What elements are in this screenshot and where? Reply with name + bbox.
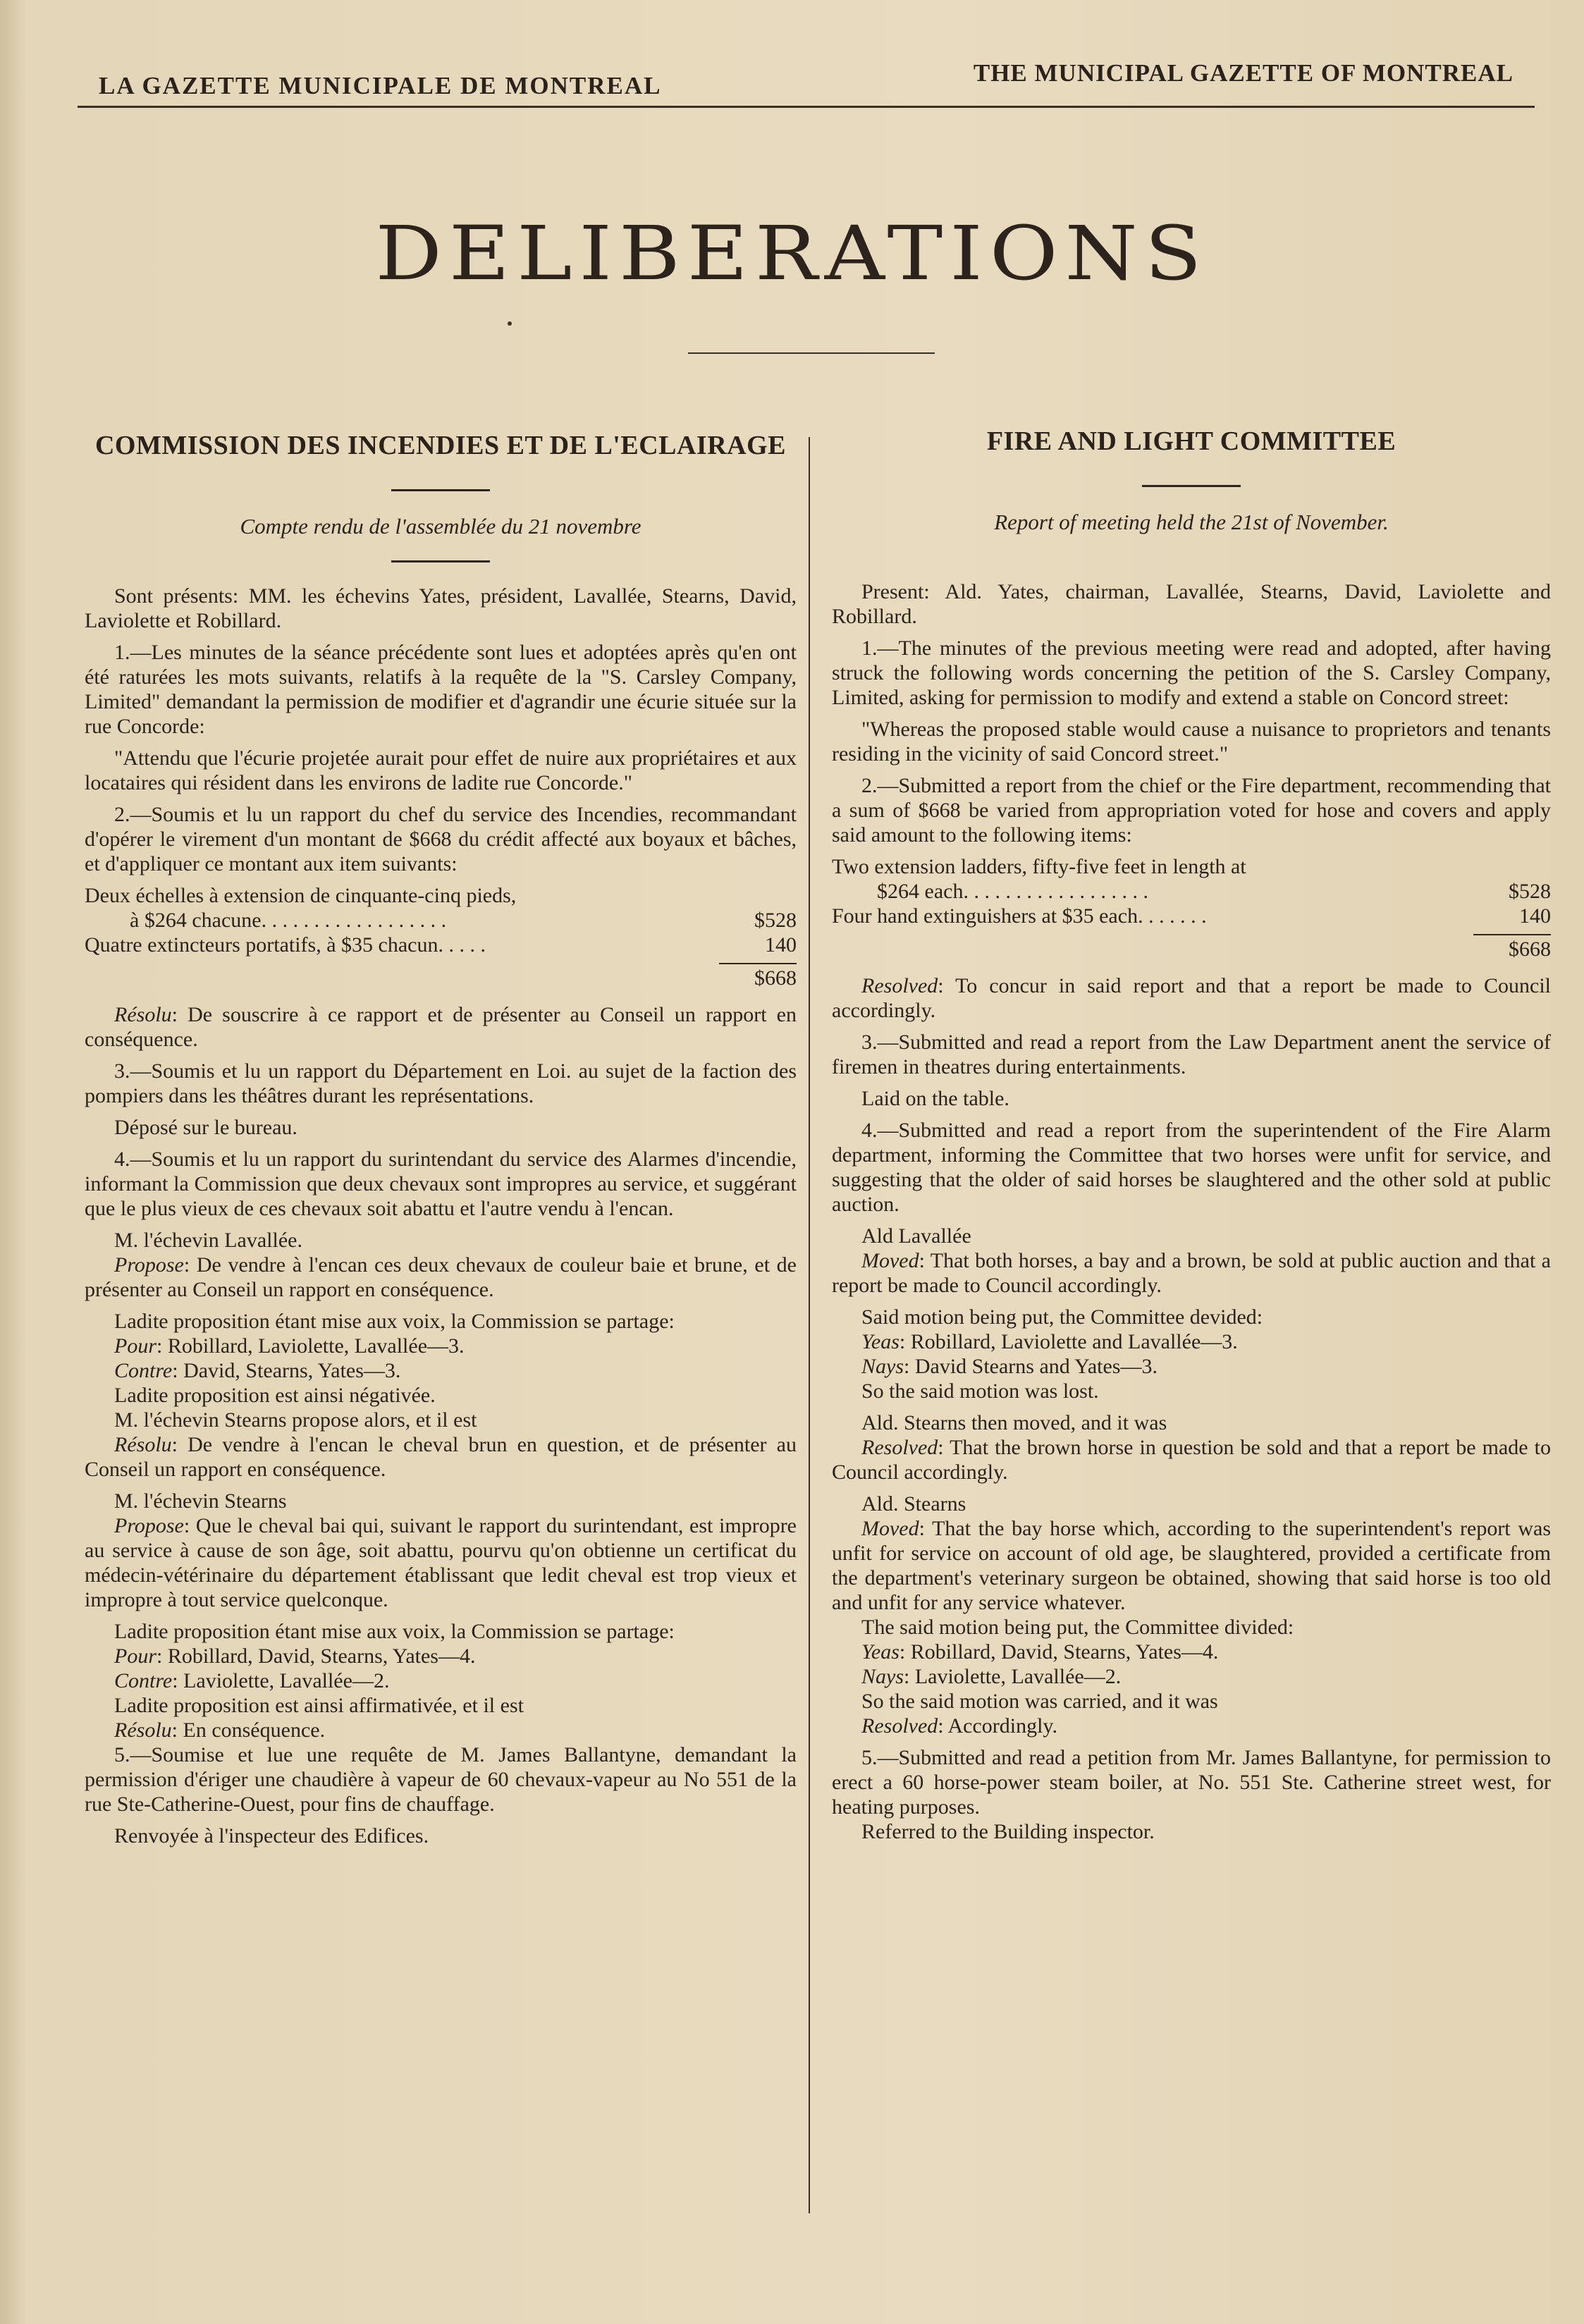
paragraph-text: : Que le cheval bai qui, suivant le rapport du surintendant, est impropre au service à cause de son âge, soit abattu, pourvu qu'on obtienne un certificat du médecin-vétérinaire du département établissant que ledit cheval est trop vieux et impropre à tout service quelconque. [85,1514,797,1611]
total-amount: $668 [1509,937,1551,961]
moved-label: Moved [861,1249,919,1272]
header-english-title: THE MUNICIPAL GAZETTE OF MONTREAL [973,59,1514,87]
paragraph: Renvoyée à l'inspecteur des Edifices. [114,1824,429,1847]
resolved-label: Resolved [861,974,938,997]
french-column [85,430,797,1848]
item-row [85,933,797,957]
paragraph-text: : Laviolette, Lavallée—2. [904,1665,1122,1688]
english-subtitle: Report of meeting held the 21st of November. [994,510,1389,534]
item-amount: $528 [754,909,797,932]
paragraph: M. l'échevin Stearns propose alors, et il est [114,1408,477,1432]
item-label: à $264 chacune. . . . . . . . . . . . . . . . . . [130,909,447,932]
title-rule [688,352,935,354]
paragraph [85,1718,797,1742]
column-divider [809,437,810,2213]
paragraph [832,973,1551,1023]
resolu-label: Résolu [114,1719,172,1742]
paragraph: Ald Lavallée [861,1224,971,1248]
section-rule [391,560,490,562]
paragraph: So the said motion was carried, and it was [861,1690,1218,1713]
english-column [832,426,1551,1844]
pour-label: Pour [114,1334,156,1358]
paragraph [832,1329,1551,1354]
paragraph-text: : De vendre à l'encan le cheval brun en question, et de présenter au Conseil un rapport en conséquence. [85,1433,797,1481]
yeas-label: Yeas [861,1640,900,1664]
paragraph: Ladite proposition étant mise aux voix, la Commission se partage: [114,1620,675,1643]
nays-label: Nays [861,1355,904,1378]
propose-label: Propose [114,1253,184,1277]
paragraph-text: : Robillard, Laviolette and Lavallée—3. [899,1330,1238,1353]
paragraph: Laid on the table. [861,1087,1009,1110]
paragraph-text: : That both horses, a bay and a brown, be sold at public auction and that a report be made to Council accordingly. [832,1249,1551,1297]
items-list [85,883,797,992]
paragraph-text: : Robillard, David, Stearns, Yates—4. [899,1640,1219,1664]
pour-label: Pour [114,1644,156,1668]
paragraph: Ladite proposition est ainsi affirmativée, et il est [114,1694,524,1717]
paragraph: M. l'échevin Lavallée. [114,1229,302,1252]
paragraph-text: : En conséquence. [171,1719,326,1742]
paragraph: 2.—Submitted a report from the chief or the Fire department, recommending that a sum of $668 be varied from appropriation voted for hose and covers and apply said amount to the following items: [832,774,1551,847]
page-title: DELIBERATIONS [375,209,1209,297]
paragraph [85,1513,797,1612]
english-section-title: FIRE AND LIGHT COMMITTEE [986,426,1396,456]
paragraph [832,1516,1551,1615]
resolved-label: Resolved [861,1436,938,1459]
section-rule [1142,485,1241,487]
paragraph [832,1354,1551,1379]
paragraph: Referred to the Building inspector. [861,1820,1155,1843]
item-row [832,854,1551,879]
title-dot [508,321,512,326]
item-label: Quatre extincteurs portatifs, à $35 chacun. . . . . [85,933,486,957]
paragraph: Sont présents: MM. les échevins Yates, président, Lavallée, Stearns, David, Laviolette et Robillard. [85,584,797,632]
item-amount: $528 [1509,880,1551,903]
resolu-label: Résolu [114,1003,172,1026]
contre-label: Contre [114,1669,173,1692]
paragraph: Ald. Stearns then moved, and it was [861,1411,1167,1434]
resolu-label: Résolu [114,1433,172,1456]
paragraph: 5.—Submitted and read a petition from Mr. James Ballantyne, for permission to erect a 60 horse-power steam boiler, at No. 551 Ste. Catherine street west, for heating purposes. [832,1746,1551,1819]
propose-label: Propose [114,1514,184,1537]
total-amount: $668 [754,966,797,990]
paragraph [832,1248,1551,1298]
item-label: $264 each. . . . . . . . . . . . . . . . . . [877,880,1148,903]
paragraph [85,1002,797,1052]
paragraph-text: : David, Stearns, Yates—3. [172,1359,401,1382]
paragraph: Déposé sur le bureau. [114,1116,297,1139]
item-row [832,879,1551,904]
paragraph [832,1664,1551,1689]
item-label: Two extension ladders, fifty-five feet in length at [832,855,1246,878]
paragraph: 5.—Soumise et lue une requête de M. James Ballantyne, demandant la permission d'ériger une chaudière à vapeur de 60 chevaux-vapeur au No 551 de la rue Ste-Catherine-Ouest, pour fins de chauffage. [85,1743,797,1816]
paragraph: "Attendu que l'écurie projetée aurait pour effet de nuire aux propriétaires et aux locataires qui résident dans les environs de ladite rue Concorde." [85,746,797,794]
paragraph: 4.—Submitted and read a report from the superintendent of the Fire Alarm department, informing the Committee that two horses were unfit for service, and suggesting that the older of said horses be slaughtered and the other sold at public auction. [832,1119,1551,1216]
paragraph: 4.—Soumis et lu un rapport du surintendant du service des Alarmes d'incendie, informant la Commission que deux chevaux sont impropres au service, et suggérant que le plus vieux de ces chevaux soit abattu et l'autre vendu à l'encan. [85,1148,797,1220]
paragraph-text: : Accordingly. [938,1714,1057,1738]
paragraph [85,1334,797,1358]
paragraph: The said motion being put, the Committee divided: [861,1616,1294,1639]
paragraph [85,1432,797,1482]
paragraph: Said motion being put, the Committee devided: [861,1305,1263,1329]
item-row [85,883,797,908]
paragraph [85,1668,797,1693]
french-subtitle: Compte rendu de l'assemblée du 21 novembre [240,514,641,539]
paragraph [832,1435,1551,1484]
paragraph-text: : De vendre à l'encan ces deux chevaux de couleur baie et brune, et de présenter au Conseil un rapport en conséquence. [85,1253,797,1301]
spacer [1142,556,1241,558]
paragraph: So the said motion was lost. [861,1379,1099,1403]
resolved-label: Resolved [861,1714,938,1738]
paragraph-text: : De souscrire à ce rapport et de présenter au Conseil un rapport en conséquence. [85,1003,797,1051]
item-row [85,908,797,933]
item-label: Four hand extinguishers at $35 each. . . . . . . [832,904,1207,928]
contre-label: Contre [114,1359,173,1382]
header-french-title: LA GAZETTE MUNICIPALE DE MONTREAL [99,72,662,99]
paragraph-text: : To concur in said report and that a report be made to Council accordingly. [832,974,1551,1022]
yeas-label: Yeas [861,1330,900,1353]
paragraph: 3.—Submitted and read a report from the Law Department anent the service of firemen in theatres during entertainments. [832,1031,1551,1078]
paragraph: 1.—Les minutes de la séance précédente sont lues et adoptées après qu'en ont été raturées les mots suivants, relatifs à la requête de la "S. Carsley Company, Limited" demandant la permission de modifier et d'agrandir une écurie située sur la rue Concorde: [85,641,797,738]
paragraph: Present: Ald. Yates, chairman, Lavallée, Stearns, David, Laviolette and Robillard. [832,580,1551,628]
paragraph [85,1358,797,1383]
paragraph [85,1253,797,1302]
section-rule [391,489,490,491]
paragraph-text: : That the brown horse in question be sold and that a report be made to Council accordingly. [832,1436,1551,1484]
paragraph: M. l'échevin Stearns [114,1489,287,1513]
paragraph: 1.—The minutes of the previous meeting were read and adopted, after having struck the following words concerning the petition of the S. Carsley Company, Limited, asking for permission to modify and extend a stable on Concord street: [832,637,1551,709]
paragraph [832,1714,1551,1738]
item-row [832,904,1551,928]
paragraph-text: : That the bay horse which, according to the superintendent's report was unfit for service on account of old age, be slaughtered, provided a certificate from the department's veterinary surgeon be obtained, showing that said horse is too old and unfit for any service whatever. [832,1517,1551,1614]
paragraph-text: : David Stearns and Yates—3. [904,1355,1158,1378]
item-amount: 140 [765,933,797,957]
paragraph-text: : Laviolette, Lavallée—2. [172,1669,390,1692]
moved-label: Moved [861,1517,919,1540]
items-list [832,854,1551,964]
paragraph: "Whereas the proposed stable would cause a nuisance to proprietors and tenants residing in the vicinity of said Concord street." [832,718,1551,766]
item-label: Deux échelles à extension de cinquante-cinq pieds, [85,884,517,907]
french-section-title: COMMISSION DES INCENDIES ET DE L'ECLAIRAGE [94,431,787,460]
paragraph: Ald. Stearns [861,1492,966,1515]
item-amount: 140 [1519,904,1551,928]
paragraph: 2.—Soumis et lu un rapport du chef du service des Incendies, recommandant d'opérer le virement d'un montant de $668 du crédit affecté aux boyaux et bâches, et d'appliquer ce montant aux item suivants: [85,803,797,875]
paragraph: Ladite proposition est ainsi négativée. [114,1384,436,1407]
nays-label: Nays [861,1665,904,1688]
paragraph [832,1640,1551,1664]
paragraph-text: : Robillard, David, Stearns, Yates—4. [156,1644,476,1668]
paragraph: 3.—Soumis et lu un rapport du Département en Loi. au sujet de la faction des pompiers dans les théâtres durant les représentations. [85,1059,797,1107]
paragraph-text: : Robillard, Laviolette, Lavallée—3. [156,1334,465,1358]
paragraph [85,1644,797,1668]
paragraph: Ladite proposition étant mise aux voix, la Commission se partage: [114,1310,675,1333]
header-rule [78,106,1535,108]
